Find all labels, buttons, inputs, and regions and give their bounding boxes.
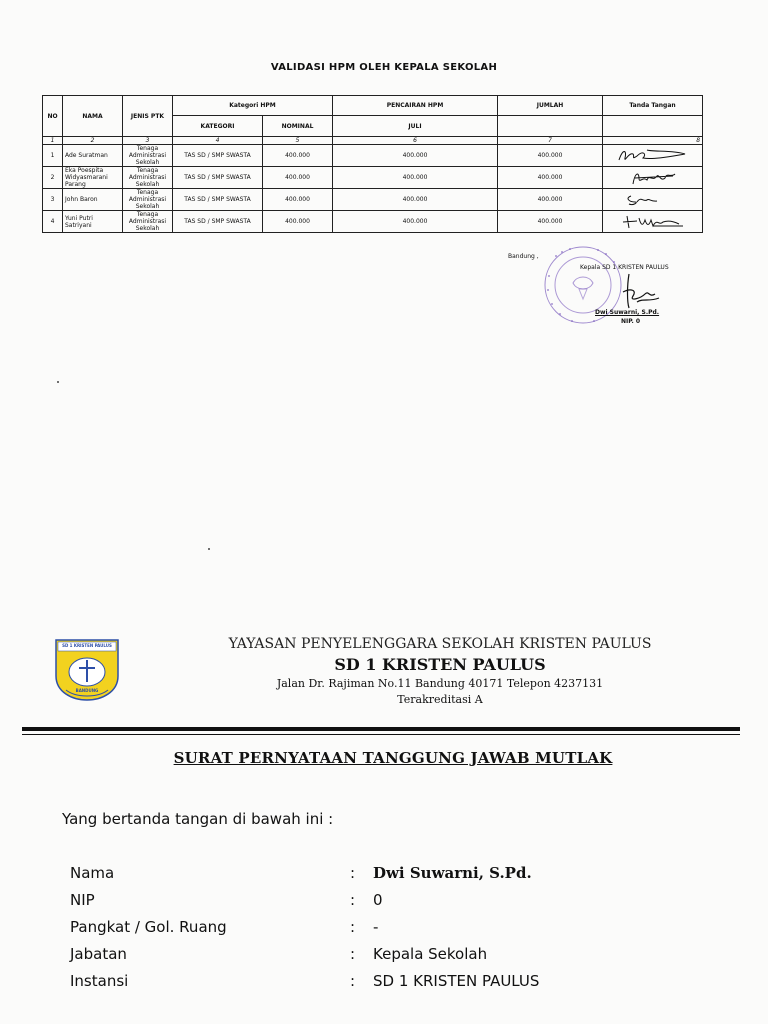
cell-nama: Yuni Putri Satriyani	[63, 211, 123, 233]
head-title: Kepala SD 1 KRISTEN PAULUS	[580, 264, 669, 271]
field-colon: :	[350, 891, 356, 909]
cell-jumlah: 400.000	[498, 167, 603, 189]
cell-nominal: 400.000	[263, 211, 333, 233]
field-label-instansi: Instansi	[70, 972, 129, 990]
cell-jenis: Tenaga Administrasi Sekolah	[123, 167, 173, 189]
cell-signature	[603, 167, 703, 189]
field-label-pangkat: Pangkat / Gol. Ruang	[70, 918, 227, 936]
cell-no: 3	[43, 189, 63, 211]
table-row	[43, 145, 703, 167]
header-jumlah-empty	[498, 116, 603, 137]
field-value-nip: 0	[373, 891, 383, 909]
cell-nama: Eka Poespita Widyasmarani Parang	[63, 167, 123, 189]
cell-juli: 400.000	[333, 167, 498, 189]
index-cell: 5	[263, 137, 333, 145]
cell-signature	[603, 211, 703, 233]
head-nip: NIP. 0	[621, 318, 641, 325]
index-cell: 4	[173, 137, 263, 145]
table-row	[43, 167, 703, 189]
cell-nominal: 400.000	[263, 145, 333, 167]
field-colon: :	[350, 972, 356, 990]
scan-speck	[208, 548, 210, 550]
signature-2-icon	[613, 168, 693, 188]
field-value-nama: Dwi Suwarni, S.Pd.	[373, 864, 532, 882]
cell-jenis: Tenaga Administrasi Sekolah	[123, 189, 173, 211]
logo-bottom-text: BANDUNG	[75, 688, 99, 693]
field-label-jabatan: Jabatan	[70, 945, 127, 963]
validation-title: VALIDASI HPM OLEH KEPALA SEKOLAH	[270, 62, 498, 73]
index-cell: 8	[603, 137, 703, 145]
cell-juli: 400.000	[333, 189, 498, 211]
field-label-nip: NIP	[70, 891, 95, 909]
school-name: SD 1 KRISTEN PAULUS	[334, 655, 546, 674]
letter-intro: Yang bertanda tangan di bawah ini :	[62, 810, 334, 828]
cell-jenis: Tenaga Administrasi Sekolah	[123, 211, 173, 233]
field-colon: :	[350, 918, 356, 936]
field-label-nama: Nama	[70, 864, 115, 882]
hpm-validation-table	[42, 95, 703, 233]
index-cell: 2	[63, 137, 123, 145]
letter-title: SURAT PERNYATAAN TANGGUNG JAWAB MUTLAK	[173, 749, 613, 767]
cell-juli: 400.000	[333, 145, 498, 167]
school-address: Jalan Dr. Rajiman No.11 Bandung 40171 Telepon 4237131	[276, 677, 604, 690]
cell-nominal: 400.000	[263, 167, 333, 189]
foundation-name: YAYASAN PENYELENGGARA SEKOLAH KRISTEN PAULUS	[228, 636, 652, 652]
head-name: Dwi Suwarni, S.Pd.	[595, 309, 660, 316]
accreditation: Terakreditasi A	[397, 693, 483, 706]
header-nama: NAMA	[63, 96, 123, 137]
header-tanda-tangan: Tanda Tangan	[603, 96, 703, 116]
header-juli: JULI	[333, 116, 498, 137]
index-cell: 1	[43, 137, 63, 145]
signature-4-icon	[613, 212, 693, 232]
cell-jumlah: 400.000	[498, 189, 603, 211]
cell-no: 1	[43, 145, 63, 167]
signature-3-icon	[613, 190, 693, 210]
cell-jumlah: 400.000	[498, 211, 603, 233]
cell-nama: John Baron	[63, 189, 123, 211]
cell-no: 2	[43, 167, 63, 189]
head-signature-icon	[615, 272, 665, 312]
header-nominal: NOMINAL	[263, 116, 333, 137]
signature-1-icon	[613, 146, 693, 166]
header-pencairan-hpm: PENCAIRAN HPM	[333, 96, 498, 116]
cell-kategori: TAS SD / SMP SWASTA	[173, 167, 263, 189]
table-row	[43, 189, 703, 211]
cell-juli: 400.000	[333, 211, 498, 233]
field-colon: :	[350, 945, 356, 963]
cell-kategori: TAS SD / SMP SWASTA	[173, 145, 263, 167]
table-row	[43, 211, 703, 233]
field-value-instansi: SD 1 KRISTEN PAULUS	[373, 972, 540, 990]
header-no: NO	[43, 96, 63, 137]
cell-no: 4	[43, 211, 63, 233]
letterhead-rule-thin	[22, 734, 740, 735]
scan-speck	[57, 381, 59, 383]
cell-kategori: TAS SD / SMP SWASTA	[173, 189, 263, 211]
header-jumlah: JUMLAH	[498, 96, 603, 116]
cell-jumlah: 400.000	[498, 145, 603, 167]
place-label: Bandung ,	[508, 253, 539, 260]
header-kategori-hpm: Kategori HPM	[173, 96, 333, 116]
cell-signature	[603, 145, 703, 167]
cell-signature	[603, 189, 703, 211]
field-colon: :	[350, 864, 356, 882]
index-cell: 3	[123, 137, 173, 145]
field-value-jabatan: Kepala Sekolah	[373, 945, 488, 963]
cell-jenis: Tenaga Administrasi Sekolah	[123, 145, 173, 167]
header-kategori: KATEGORI	[173, 116, 263, 137]
school-logo	[52, 636, 122, 702]
cell-nominal: 400.000	[263, 189, 333, 211]
header-ttd-empty	[603, 116, 703, 137]
header-jenis-ptk: JENIS PTK	[123, 96, 173, 137]
index-cell: 6	[333, 137, 498, 145]
letterhead-rule-thick	[22, 727, 740, 731]
index-cell: 7	[498, 137, 603, 145]
field-value-pangkat: -	[373, 918, 379, 936]
logo-top-text: SD 1 KRISTEN PAULUS	[62, 643, 112, 648]
cell-nama: Ade Suratman	[63, 145, 123, 167]
cell-kategori: TAS SD / SMP SWASTA	[173, 211, 263, 233]
